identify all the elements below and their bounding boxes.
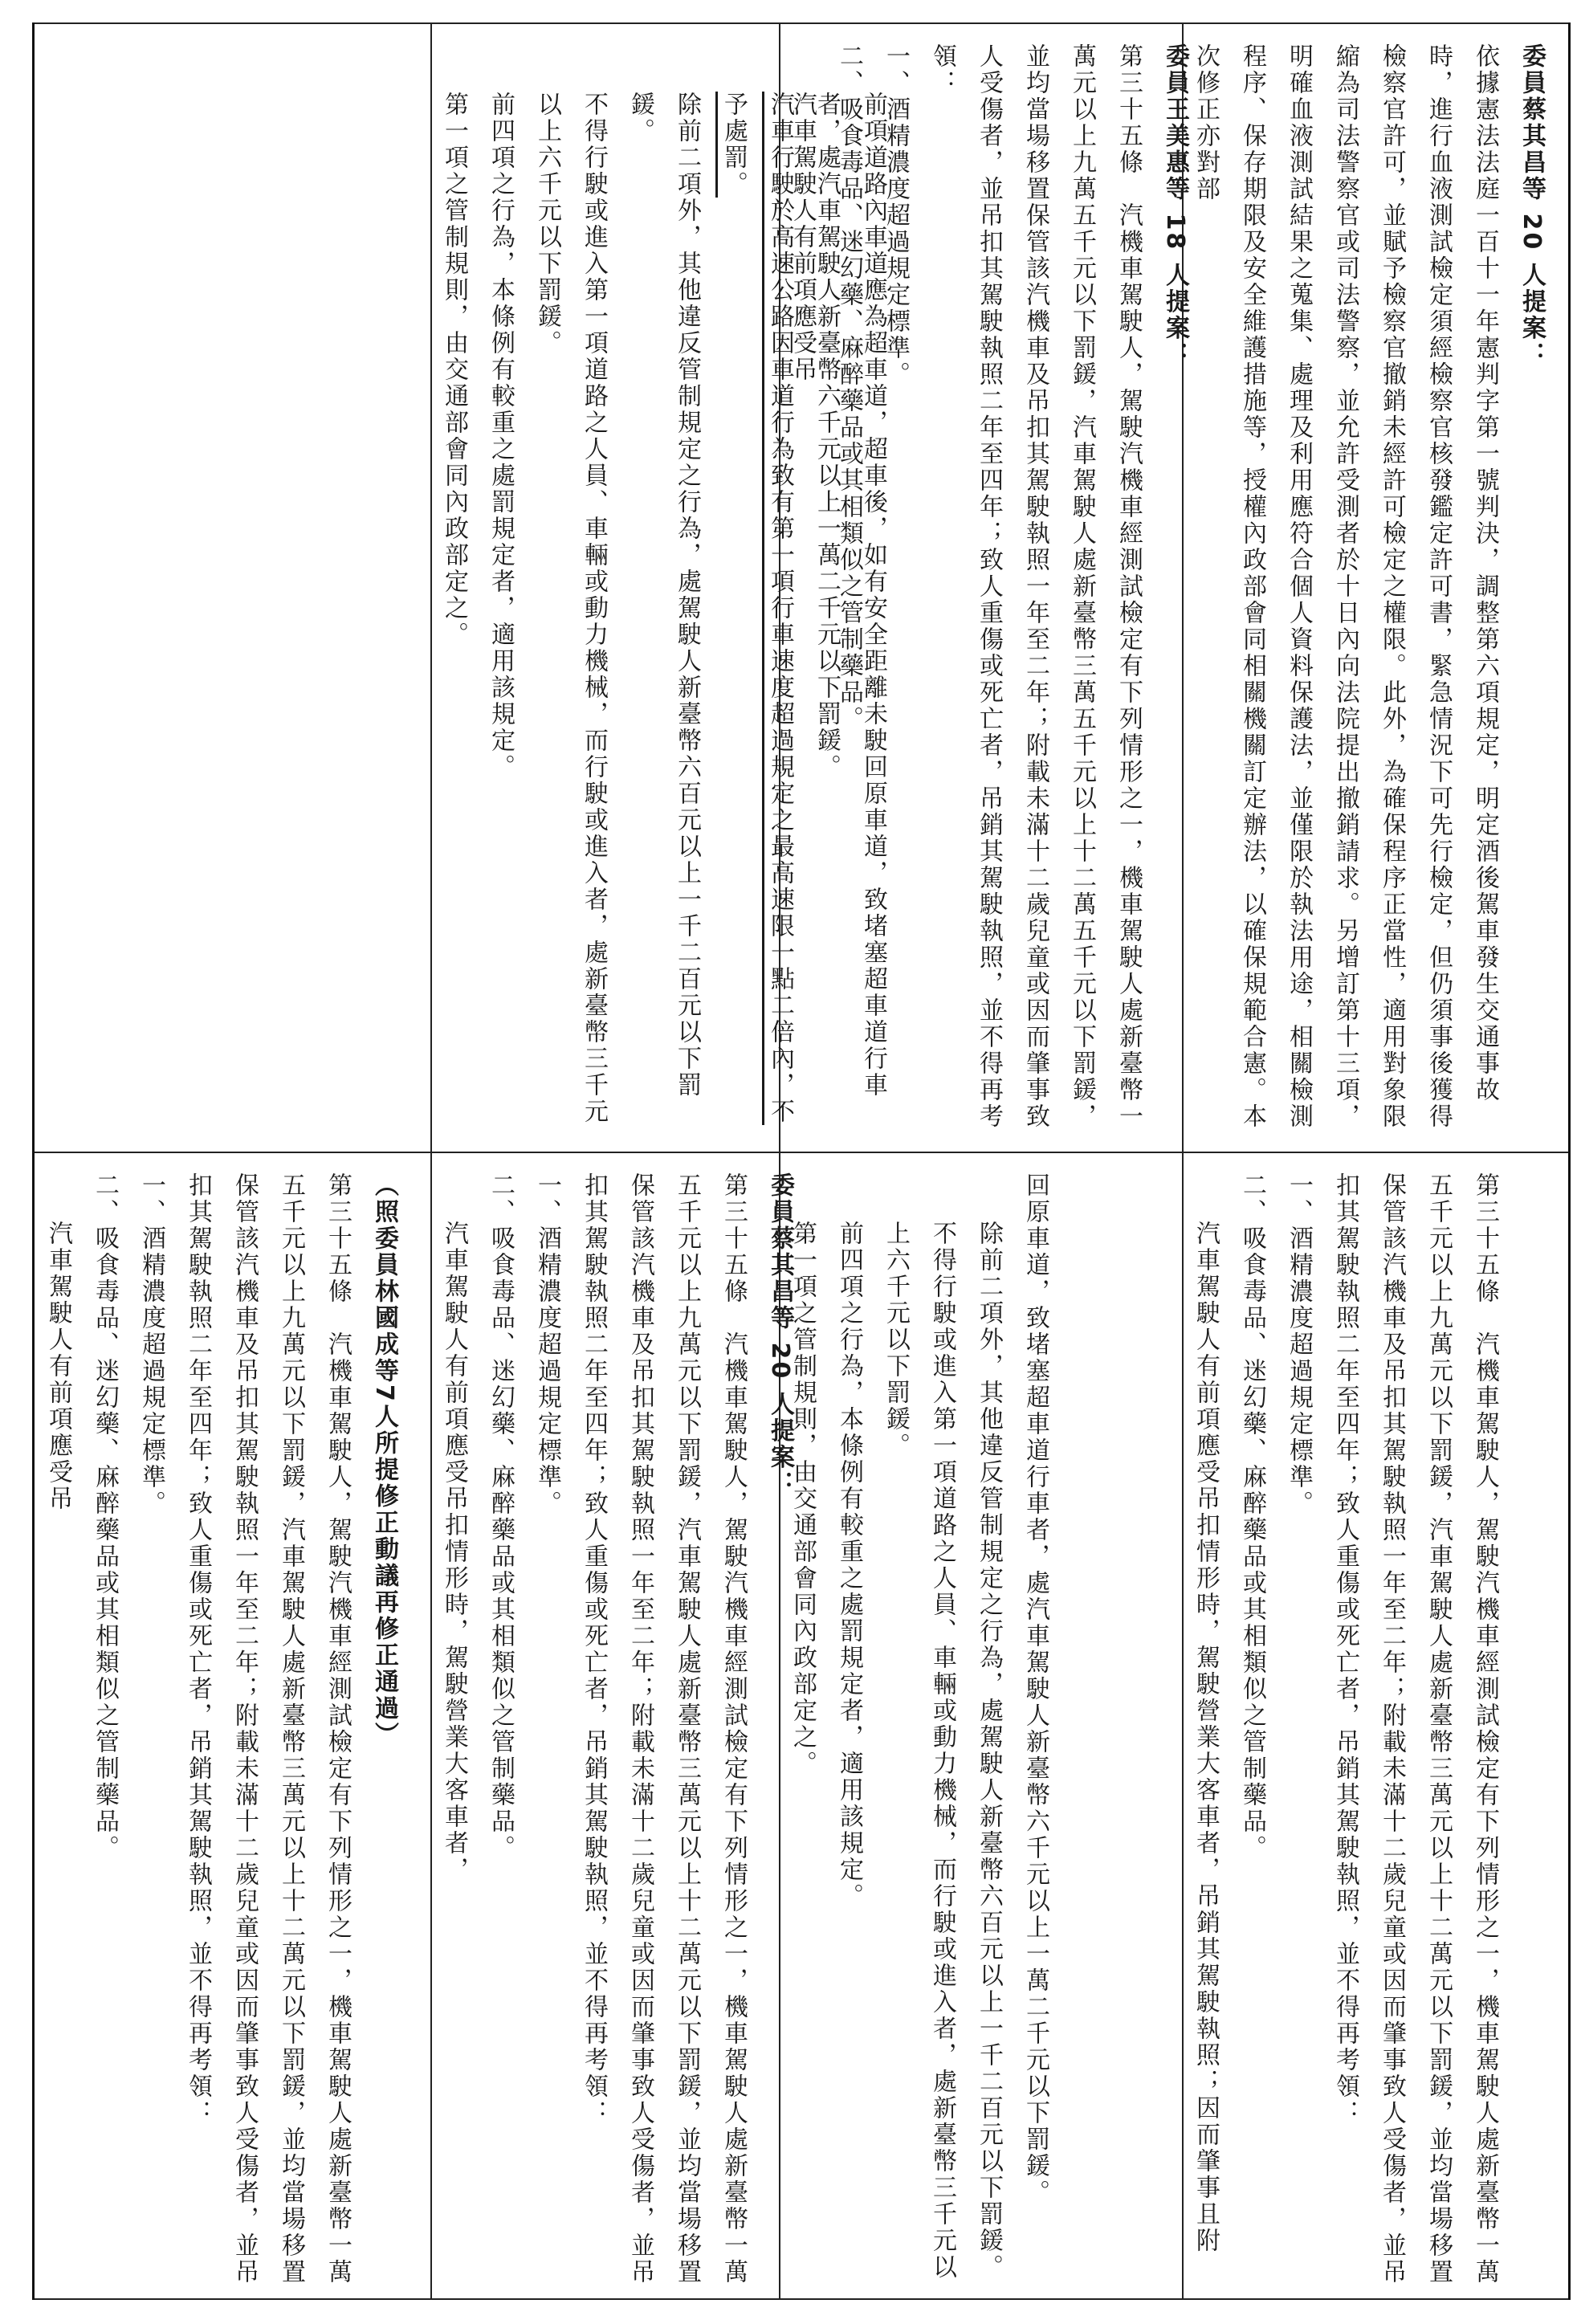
col4-upper-text: [779, 1152, 1058, 2298]
article-paragraph: 二、吸食毒品、迷幻藥、麻醉藥品或其相類似之管制藥品。: [1238, 1172, 1266, 1861]
article-paragraph: 不得行駛或進入第一項道路之人員、車輛或動力機械，而行駛或進入者，處新臺幣三千元以上六千元以下罰鍰。: [533, 92, 608, 1125]
article-paragraph: 二、吸食毒品、迷幻藥、麻醉藥品或其相類似之管制藥品。: [487, 1172, 515, 1861]
col4-lower-cell: [1182, 1152, 1573, 2298]
article-paragraph: 第一項之管制規則，由交通部會同內政部定之。: [440, 92, 468, 648]
article-paragraph: 汽車行駛於高速公路因車道行為致有第一項行車速度超過規定之最高速限一點二倍內，不予處罰。: [719, 92, 794, 1125]
col4-upper-cell: [1182, 22, 1573, 1152]
article-paragraph: 第三十五條 汽機車駕駛人，駕駛汽機車經測試檢定有下列情形之一，機車駕駛人處新臺幣一萬五千元以上九萬元以下罰鍰，汽車駕駛人處新臺幣三萬元以上十二萬元以下罰鍰，並均當場移置保管該汽機車及吊扣其駕駛執照一年至二年；附載未滿十二歲兒童或因而肇事致人受傷者，並吊扣其駕駛執照二年至四年；致人重傷或死亡者，吊銷其駕駛執照，並不得再考領：: [1331, 1172, 1499, 2285]
col3-lower-cell: [779, 1152, 1182, 2298]
article-paragraph: 二、吸食毒品、迷幻藥、麻醉藥品或其相類似之管制藥品。: [835, 43, 863, 732]
col2-lower-cell: [430, 1152, 794, 2298]
article-paragraph: 汽車駕駛人有前項應受吊: [788, 92, 817, 383]
proposal-heading: （照委員林國成等7人所提修正動議再修正通過）: [370, 1172, 398, 1748]
article-paragraph: 第一項之管制規則，由交通部會同內政部定之。: [788, 1221, 817, 1777]
article-paragraph: 二、吸食毒品、迷幻藥、麻醉藥品或其相類似之管制藥品。: [91, 1172, 119, 1861]
article-paragraph: 前項道路內車道應為超車道，超車後，如有安全距離未駛回原車道，致堵塞超車道行車者，處汽車駕駛人新臺幣六千元以上一萬二千元以下罰鍰。: [813, 92, 887, 1099]
article-paragraph: 依據憲法法庭一百十一年憲判字第一號判決，調整第六項規定，明定酒後駕車發生交通事故時，進行血液測試檢定須經檢察官核發鑑定許可書，緊急情況下可先行檢定，但仍須事後獲得檢察官許可，並賦予檢察官撤銷未經許可檢定之權限。此外，為確保程序正當性，適用對象限縮為司法警察官或司法警察，並允許受測者於十日內向法院提出撤銷請求。另增訂第十三項，明確血液測試結果之蒐集、處理及利用應符合個人資料保護法，並僅限於執法用途，相關檢測程序、保存期限及安全維護措施等，授權內政部會同相關機關訂定辦法，以確保規範合憲。本次修正亦對部: [1192, 43, 1499, 1130]
article-paragraph: 一、酒精濃度超過規定標準。: [137, 1172, 165, 1517]
article-paragraph: 不得行駛或進入第一項道路之人員、車輛或動力機械，而行駛或進入者，處新臺幣三千元以上六千元以下罰鍰。: [882, 1221, 956, 2281]
col1-lower-text: [35, 1152, 407, 2298]
proposal-heading: 委員蔡其昌等 20 人提案：: [766, 1172, 794, 1498]
article-paragraph: 回原車道，致堵塞超車道行車者，處汽車駕駛人新臺幣六千元以上一萬二千元以下罰鍰。: [1021, 1172, 1049, 2206]
article-paragraph: 汽車駕駛人有前項應受吊扣情形時，駕駛營業大客車者，吊銷其駕駛執照；因而肇事且附: [1192, 1221, 1220, 2254]
article-paragraph: 除前二項外，其他違反管制規定之行為，處駕駛人新臺幣六百元以上一千二百元以下罰鍰。: [626, 92, 701, 1099]
comparison-table: [32, 22, 1571, 2300]
article-paragraph: 一、酒精濃度超過規定標準。: [882, 43, 910, 388]
article-paragraph: 前四項之行為，本條例有較重之處罰規定者，適用該規定。: [487, 92, 515, 781]
col4-lower-text: [1182, 1152, 1508, 2298]
col1-upper-cell: [35, 22, 430, 1152]
article-paragraph: 第三十五條 汽機車駕駛人，駕駛汽機車經測試檢定有下列情形之一，機車駕駛人處新臺幣一萬元以上九萬五千元以下罰鍰，汽車駕駛人處新臺幣三萬五千元以上十二萬五千元以下罰鍰，並均當場移置保管該汽機車及吊扣其駕駛執照一年至二年；附載未滿十二歲兒童或因而肇事致人受傷者，並吊扣其駕駛執照二年至四年；致人重傷或死亡者，吊銷其駕駛執照，並不得再考領：: [928, 43, 1143, 1130]
article-paragraph: 一、酒精濃度超過規定標準。: [1285, 1172, 1313, 1517]
col3-upper-cell: [779, 22, 1189, 1152]
col5-lower-text: [1182, 22, 1555, 1152]
col2-lower-text: [430, 1152, 803, 2298]
article-paragraph: 汽車駕駛人有前項應受吊: [44, 1221, 72, 1512]
proposal-heading: 委員王美惠等 18 人提案：: [1161, 43, 1189, 369]
article-paragraph: 汽車駕駛人有前項應受吊扣情形時，駕駛營業大客車者，: [440, 1221, 468, 1883]
col3-lower-text: [779, 22, 1198, 1152]
article-paragraph: 第三十五條 汽機車駕駛人，駕駛汽機車經測試檢定有下列情形之一，機車駕駛人處新臺幣一萬五千元以上九萬元以下罰鍰，汽車駕駛人處新臺幣三萬元以上十二萬元以下罰鍰，並均當場移置保管該汽機車及吊扣其駕駛執照一年至二年；附載未滿十二歲兒童或因而肇事致人受傷者，並吊扣其駕駛執照二年至四年；致人重傷或死亡者，吊銷其駕駛執照，並不得再考領：: [580, 1172, 748, 2285]
col1-lower-cell: [35, 1152, 430, 2298]
proposal-heading: 委員蔡其昌等 20 人提案：: [1518, 43, 1546, 369]
article-paragraph: 除前二項外，其他違反管制規定之行為，處駕駛人新臺幣六百元以上一千二百元以下罰鍰。: [975, 1221, 1003, 2281]
article-paragraph: 前四項之行為，本條例有較重之處罰規定者，適用該規定。: [835, 1221, 863, 1910]
article-paragraph: 一、酒精濃度超過規定標準。: [533, 1172, 561, 1517]
article-paragraph: 第三十五條 汽機車駕駛人，駕駛汽機車經測試檢定有下列情形之一，機車駕駛人處新臺幣一萬五千元以上九萬元以下罰鍰，汽車駕駛人處新臺幣三萬元以上十二萬元以下罰鍰，並均當場移置保管該汽機車及吊扣其駕駛執照一年至二年；附載未滿十二歲兒童或因而肇事致人受傷者，並吊扣其駕駛執照二年至四年；致人重傷或死亡者，吊銷其駕駛執照，並不得再考領：: [184, 1172, 352, 2285]
table-bottom-border: [35, 2298, 1568, 2300]
